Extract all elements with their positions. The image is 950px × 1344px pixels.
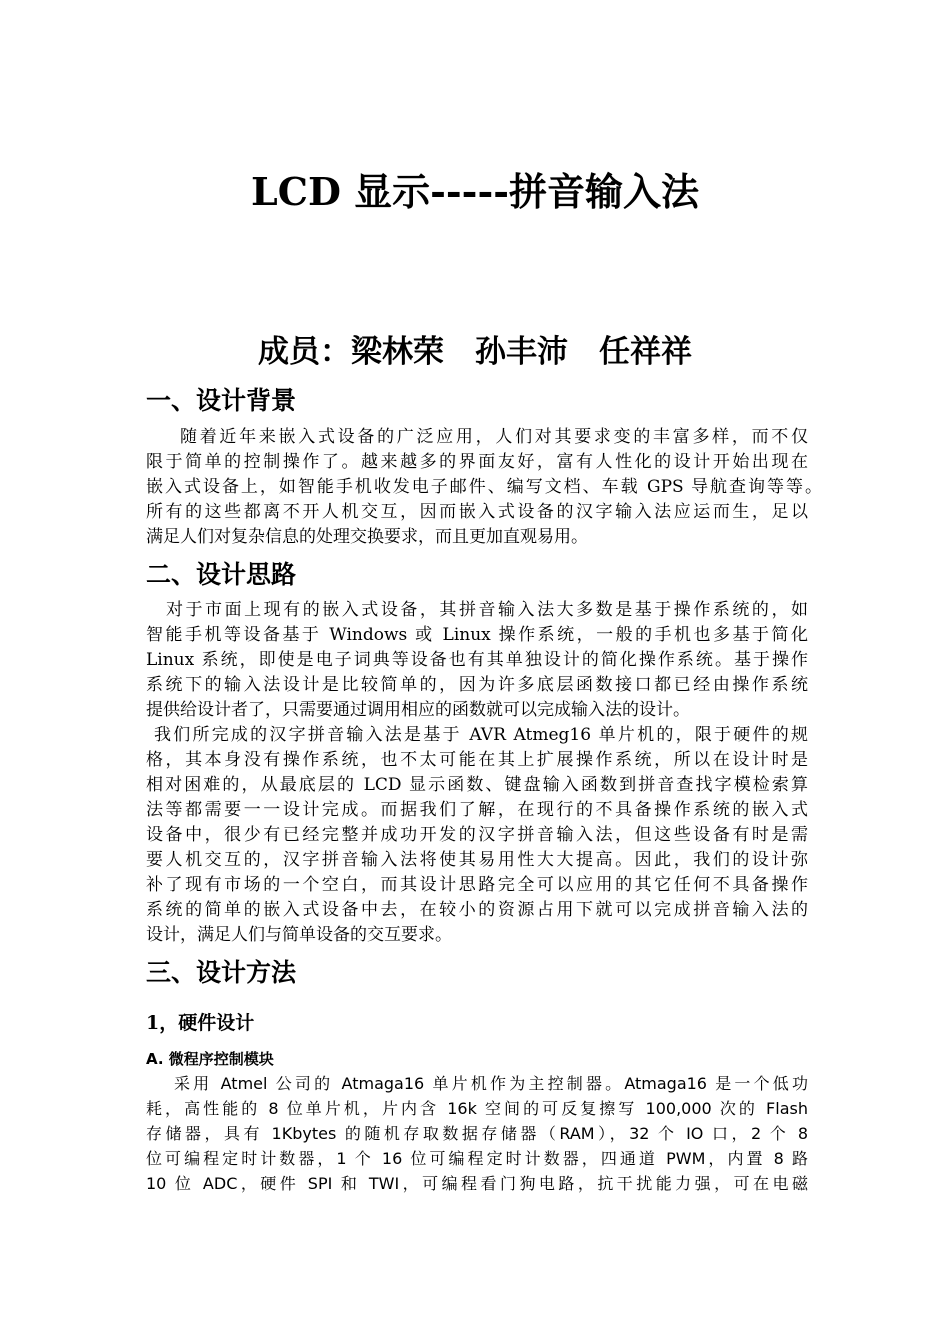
subsubheading-mcu-module: A. 微程序控制模块: [146, 1050, 274, 1068]
text-line: 智能手机等设备基于 Windows 或 Linux 操作系统，一般的手机也多基于简化: [146, 625, 808, 645]
paragraph-approach-1: [146, 598, 808, 723]
paragraph-approach-2: [146, 723, 808, 948]
text-line: 系统下的输入法设计是比较简单的，因为许多底层函数接口都已经由操作系统: [146, 675, 808, 695]
text-line: 相对困难的，从最底层的 LCD 显示函数、键盘输入函数到拼音查找字模检索算: [146, 775, 808, 795]
text-line: 设计，满足人们与简单设备的交互要求。: [146, 925, 452, 945]
subheading-hardware: 1，硬件设计: [146, 1012, 255, 1034]
text-line: 所有的这些都离不开人机交互，因而嵌入式设备的汉字输入法应运而生，足以: [146, 502, 808, 522]
text-line: 限于简单的控制操作了。越来越多的界面友好，富有人性化的设计开始出现在: [146, 452, 808, 472]
text-line: 采用 Atmel 公司的 Atmaga16 单片机作为主控制器。Atmaga16 是一个低功: [174, 1074, 808, 1093]
members-line: 成员：梁林荣 孙丰沛 任祥祥: [258, 334, 692, 370]
document-title: LCD 显示-----拼音输入法: [250, 169, 699, 214]
section-heading-method: 三、设计方法: [146, 958, 297, 987]
text-line: 格，其本身没有操作系统，也不太可能在其上扩展操作系统，所以在设计时是: [146, 750, 808, 770]
text-line: 我们所完成的汉字拼音输入法是基于 AVR Atmeg16 单片机的，限于硬件的规: [154, 725, 808, 745]
text-line: 位可编程定时计数器，1 个 16 位可编程定时计数器，四通道 PWM，内置 8 路: [146, 1149, 808, 1168]
text-line: 要人机交互的，汉字拼音输入法将使其易用性大大提高。因此，我们的设计弥: [146, 850, 808, 870]
text-line: 10 位 ADC，硬件 SPI 和 TWI，可编程看门狗电路，抗干扰能力强，可在电磁: [146, 1174, 808, 1193]
text-line: 系统的简单的嵌入式设备中去，在较小的资源占用下就可以完成拼音输入法的: [146, 900, 808, 920]
paragraph-hardware: [146, 1071, 808, 1196]
text-line: 法等都需要一一设计完成。而据我们了解，在现行的不具备操作系统的嵌入式: [146, 800, 808, 820]
text-line: 耗，高性能的 8 位单片机，片内含 16k 空间的可反复擦写 100,000 次的 Flash: [146, 1099, 808, 1118]
text-line: 存储器，具有 1Kbytes 的随机存取数据存储器（RAM），32 个 IO 口，2 个 8: [146, 1124, 808, 1143]
text-line: 设备中，很少有已经完整并成功开发的汉字拼音输入法，但这些设备有时是需: [146, 825, 808, 845]
text-line: 嵌入式设备上，如智能手机收发电子邮件、编写文档、车载 GPS 导航查询等等。: [146, 477, 822, 497]
text-line: Linux 系统，即使是电子词典等设备也有其单独设计的简化操作系统。基于操作: [146, 650, 808, 670]
text-line: 补了现有市场的一个空白，而其设计思路完全可以应用的其它任何不具备操作: [146, 875, 808, 895]
section-heading-background: 一、设计背景: [146, 386, 297, 415]
paragraph-background: [146, 425, 822, 550]
section-heading-approach: 二、设计思路: [146, 560, 297, 589]
text-line: 随着近年来嵌入式设备的广泛应用，人们对其要求变的丰富多样，而不仅: [180, 427, 808, 447]
text-line: 对于市面上现有的嵌入式设备，其拼音输入法大多数是基于操作系统的，如: [166, 600, 808, 620]
text-line: 提供给设计者了，只需要通过调用相应的函数就可以完成输入法的设计。: [146, 700, 690, 720]
text-line: 满足人们对复杂信息的处理交换要求，而且更加直观易用。: [146, 527, 588, 547]
